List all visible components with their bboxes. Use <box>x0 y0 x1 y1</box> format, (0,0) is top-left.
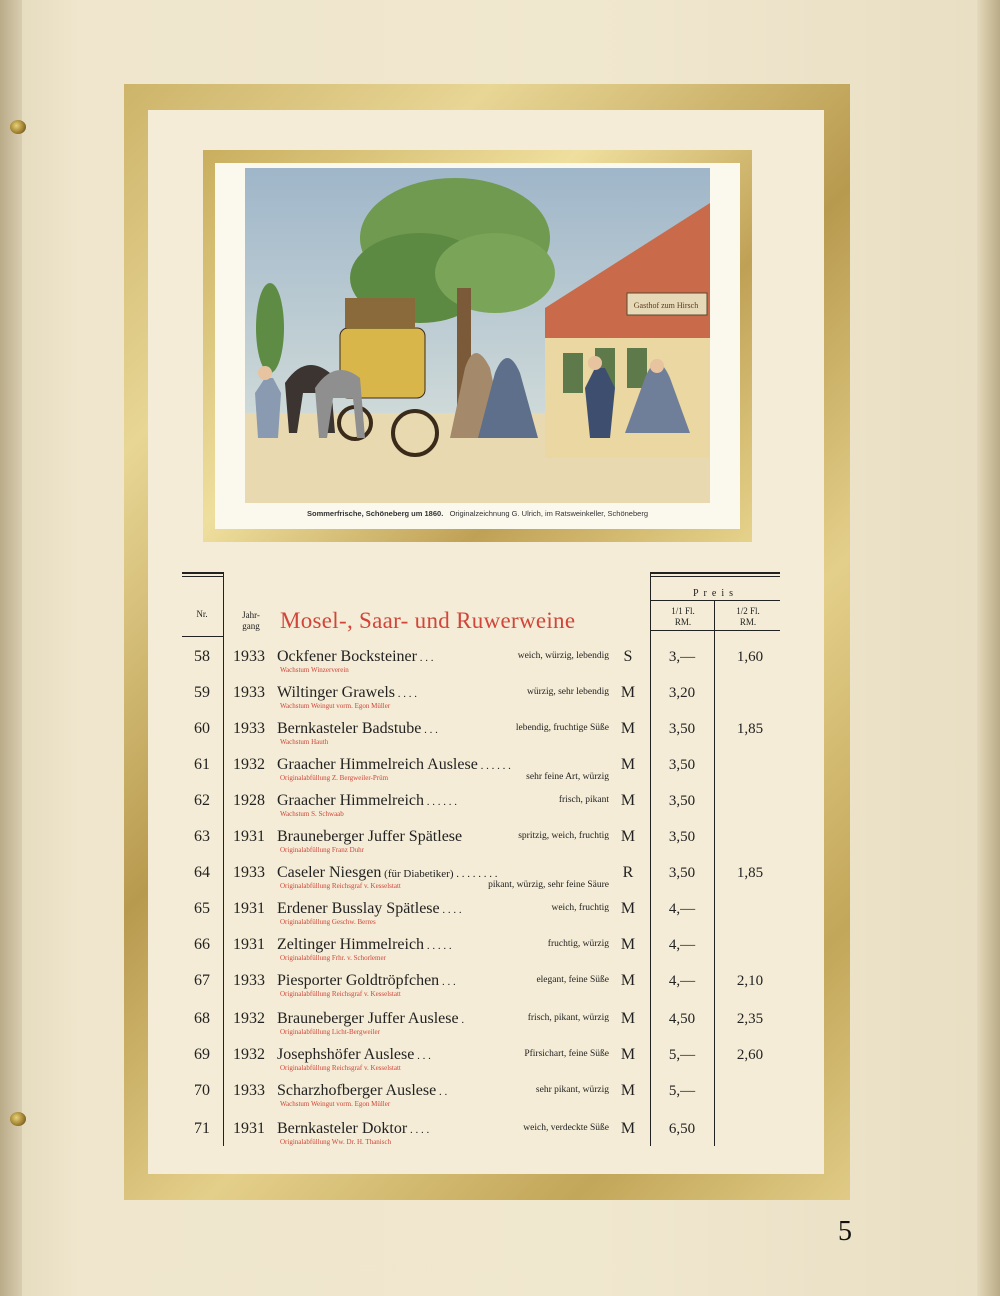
wine-producer: Wachstum Hauth <box>280 738 329 746</box>
wine-name-text: Ockfener Bocksteiner <box>277 648 417 665</box>
wine-number: 59 <box>194 684 210 701</box>
wine-name-text: Scharzhofberger Auslese <box>277 1082 437 1099</box>
page-edge <box>977 0 1000 1296</box>
wine-name-dots: . . . <box>414 1050 431 1062</box>
header-rule <box>650 600 780 601</box>
wine-name-text: Graacher Himmelreich Auslese <box>277 756 478 773</box>
price-full-bottle: 4,50 <box>668 1011 696 1027</box>
price-half-bottle: 2,10 <box>736 973 764 989</box>
section-title: Mosel-, Saar- und Ruwerweine <box>280 608 576 633</box>
wine-vintage: 1933 <box>233 648 265 665</box>
wine-name-text: Wiltinger Grawels <box>277 684 395 701</box>
illustration <box>215 163 740 529</box>
wine-name <box>277 756 511 774</box>
wine-style-code: M <box>620 1046 636 1063</box>
wine-name-dots: . . . . <box>394 688 417 700</box>
wine-name-text: Graacher Himmelreich <box>277 792 425 809</box>
price-half-bottle: 2,35 <box>736 1011 764 1027</box>
wine-style-code: M <box>620 936 636 953</box>
wine-row <box>180 1046 780 1082</box>
stagecoach-scene-image <box>245 168 710 503</box>
wine-name-dots: . . . . . . <box>424 796 458 808</box>
wine-description: fruchtig, würzig <box>547 939 609 949</box>
price-full-bottle: 4,— <box>668 937 696 953</box>
wine-name-dots: . <box>458 1014 465 1026</box>
wine-name-text: Brauneberger Juffer Auslese <box>277 1010 459 1027</box>
col-full-bottle-header: 1/1 Fl. <box>671 606 695 616</box>
wine-producer: Wachstum Weingut vorm. Egon Müller <box>280 702 391 710</box>
wine-row <box>180 1082 780 1118</box>
wine-description: frisch, pikant <box>558 795 609 805</box>
wine-description: elegant, feine Süße <box>536 975 609 985</box>
wine-row <box>180 972 780 1008</box>
wine-row <box>180 864 780 900</box>
wine-name-text: Caseler Niesgen <box>277 864 382 881</box>
wine-vintage: 1931 <box>233 828 265 845</box>
page-number: 5 <box>838 1216 852 1247</box>
wine-producer: Wachstum Winzerverein <box>280 666 349 674</box>
wine-name <box>277 828 462 846</box>
wine-description: frisch, pikant, würzig <box>527 1013 609 1023</box>
price-full-bottle: 4,— <box>668 973 696 989</box>
wine-row <box>180 1120 780 1156</box>
binder-ring-icon <box>10 120 26 134</box>
col-jahrgang-header-2: gang <box>242 621 260 631</box>
illustration-caption <box>215 509 740 518</box>
caption-credit: Originalzeichnung G. Ulrich, im Ratsweinkeller, Schöneberg <box>449 509 648 518</box>
wine-number: 60 <box>194 720 210 737</box>
wine-producer: Originalabfüllung Licht-Bergweiler <box>280 1028 380 1036</box>
wine-description: spritzig, weich, fruchtig <box>518 831 609 841</box>
wine-description: sehr pikant, würzig <box>535 1085 609 1095</box>
wine-number: 66 <box>194 936 210 953</box>
wine-style-code: M <box>620 720 636 737</box>
wine-style-code: M <box>620 792 636 809</box>
price-full-bottle: 3,20 <box>668 685 696 701</box>
header-rule <box>182 636 224 637</box>
wine-name-text: Josephshöfer Auslese <box>277 1046 415 1063</box>
price-full-bottle: 3,50 <box>668 829 696 845</box>
wine-name <box>277 1082 447 1100</box>
wine-description: würzig, sehr lebendig <box>526 687 609 697</box>
wine-description: weich, verdeckte Süße <box>523 1123 609 1133</box>
wine-number: 64 <box>194 864 210 881</box>
wine-producer: Originalabfüllung Geschw. Berres <box>280 918 376 926</box>
wine-name <box>277 648 433 666</box>
col-nr-header: Nr. <box>196 609 208 619</box>
wine-name <box>277 864 497 882</box>
wine-name-dots: . . . <box>416 652 434 664</box>
wine-row <box>180 900 780 936</box>
price-full-bottle: 3,50 <box>668 757 696 773</box>
wine-vintage: 1933 <box>233 1082 265 1099</box>
wine-vintage: 1933 <box>233 864 265 881</box>
header-rule <box>650 576 780 577</box>
price-full-bottle: 6,50 <box>668 1121 696 1137</box>
header-rule <box>650 630 780 631</box>
wine-name <box>277 1120 429 1138</box>
wine-name-dots: . . . <box>439 976 456 988</box>
wine-style-code: M <box>620 1120 636 1137</box>
wine-row <box>180 1010 780 1046</box>
wine-producer: Originalabfüllung Reichsgraf v. Kesselstatt <box>280 1064 401 1072</box>
wine-name <box>277 684 417 702</box>
wine-name <box>277 936 452 954</box>
wine-number: 68 <box>194 1010 210 1027</box>
wine-row <box>180 648 780 684</box>
wine-name-text: Erdener Busslay Spätlese <box>277 900 440 917</box>
col-half-bottle-header: 1/2 Fl. <box>736 606 760 616</box>
wine-producer: Wachstum S. Schwaab <box>280 810 344 818</box>
wine-number: 69 <box>194 1046 210 1063</box>
wine-name-dots: . . . . . . <box>477 760 511 772</box>
wine-name-text: Zeltinger Himmelreich <box>277 936 425 953</box>
wine-name-dots: . . . . <box>439 904 462 916</box>
wine-description: weich, würzig, lebendig <box>517 651 609 661</box>
header-rule <box>650 572 780 574</box>
wine-name-dots: . . <box>436 1086 448 1098</box>
wine-producer: Originalabfüllung Reichsgraf v. Kesselstatt <box>280 882 401 890</box>
wine-number: 58 <box>194 648 210 665</box>
wine-vintage: 1932 <box>233 1046 265 1063</box>
wine-number: 71 <box>194 1120 210 1137</box>
price-half-bottle: 1,60 <box>736 649 764 665</box>
wine-number: 63 <box>194 828 210 845</box>
wine-name <box>277 1046 431 1064</box>
price-half-bottle: 1,85 <box>736 721 764 737</box>
wine-row <box>180 720 780 756</box>
price-header: Preis <box>693 588 738 599</box>
wine-vintage: 1932 <box>233 1010 265 1027</box>
wine-producer: Originalabfüllung Reichsgraf v. Kesselstatt <box>280 990 401 998</box>
wine-description: Pfirsichart, feine Süße <box>524 1049 609 1059</box>
wine-style-code: R <box>622 864 634 881</box>
wine-name <box>277 1010 464 1028</box>
wine-vintage: 1931 <box>233 936 265 953</box>
price-full-bottle: 3,50 <box>668 865 696 881</box>
wine-number: 61 <box>194 756 210 773</box>
wine-description: lebendig, fruchtige Süße <box>515 723 609 733</box>
wine-producer: Originalabfüllung Frhr. v. Schorlemer <box>280 954 386 962</box>
wine-description-secondary: pikant, würzig, sehr feine Säure <box>488 880 609 890</box>
wine-number: 65 <box>194 900 210 917</box>
price-full-bottle: 3,50 <box>668 721 696 737</box>
wine-vintage: 1932 <box>233 756 265 773</box>
wine-row <box>180 684 780 720</box>
price-full-bottle: 4,— <box>668 901 696 917</box>
wine-vintage: 1931 <box>233 900 265 917</box>
header-rule <box>182 576 224 577</box>
price-full-bottle: 3,50 <box>668 793 696 809</box>
wine-name <box>277 900 462 918</box>
wine-number: 70 <box>194 1082 210 1099</box>
wine-name-text: Bernkasteler Doktor <box>277 1120 408 1137</box>
wine-producer: Wachstum Weingut vorm. Egon Müller <box>280 1100 391 1108</box>
header-rule <box>182 572 224 574</box>
inn-sign: Gasthof zum Hirsch <box>633 301 699 310</box>
price-half-bottle: 2,60 <box>736 1047 764 1063</box>
wine-name <box>277 720 438 738</box>
binder-ring-icon <box>10 1112 26 1126</box>
wine-style-code: M <box>620 828 636 845</box>
wine-description: weich, fruchtig <box>551 903 609 913</box>
book-spine <box>0 0 22 1296</box>
price-half-bottle: 1,85 <box>736 865 764 881</box>
wine-row <box>180 756 780 792</box>
wine-style-code: M <box>620 900 636 917</box>
wine-name-text: Piesporter Goldtröpfchen <box>277 972 440 989</box>
wine-name-dots: . . . <box>421 724 438 736</box>
wine-row <box>180 828 780 864</box>
price-full-bottle: 5,— <box>668 1083 696 1099</box>
wine-name-dots: . . . . . <box>424 940 452 952</box>
wine-style-code: M <box>620 1082 636 1099</box>
wine-row <box>180 936 780 972</box>
wine-name-dots: (für Diabetiker) . . . . . . . . <box>381 868 498 880</box>
wine-style-code: S <box>623 648 633 665</box>
wine-style-code: M <box>620 756 636 773</box>
wine-vintage: 1933 <box>233 972 265 989</box>
caption-title: Sommerfrische, Schöneberg um 1860. <box>306 509 444 518</box>
wine-name <box>277 792 457 810</box>
wine-vintage: 1933 <box>233 684 265 701</box>
wine-style-code: M <box>620 1010 636 1027</box>
wine-vintage: 1933 <box>233 720 265 737</box>
wine-number: 62 <box>194 792 210 809</box>
wine-producer: Originalabfüllung Z. Bergweiler-Prüm <box>280 774 389 782</box>
wine-style-code: M <box>620 684 636 701</box>
wine-vintage: 1928 <box>233 792 265 809</box>
col-jahrgang-header: Jahr- <box>242 610 260 620</box>
wine-name-text: Brauneberger Juffer Spätlese <box>277 828 463 845</box>
wine-vintage: 1931 <box>233 1120 265 1137</box>
wine-producer: Originalabfüllung Franz Duhr <box>280 846 364 854</box>
wine-row <box>180 792 780 828</box>
col-half-bottle-unit: RM. <box>739 617 757 627</box>
wine-name-text: Bernkasteler Badstube <box>277 720 422 737</box>
wine-style-code: M <box>620 972 636 989</box>
wine-producer: Originalabfüllung Ww. Dr. H. Thanisch <box>280 1138 392 1146</box>
wine-description-secondary: sehr feine Art, würzig <box>526 772 609 782</box>
wine-number: 67 <box>194 972 210 989</box>
price-full-bottle: 3,— <box>668 649 696 665</box>
price-full-bottle: 5,— <box>668 1047 696 1063</box>
col-full-bottle-unit: RM. <box>674 617 692 627</box>
wine-name <box>277 972 456 990</box>
wine-name-dots: . . . . <box>407 1124 430 1136</box>
